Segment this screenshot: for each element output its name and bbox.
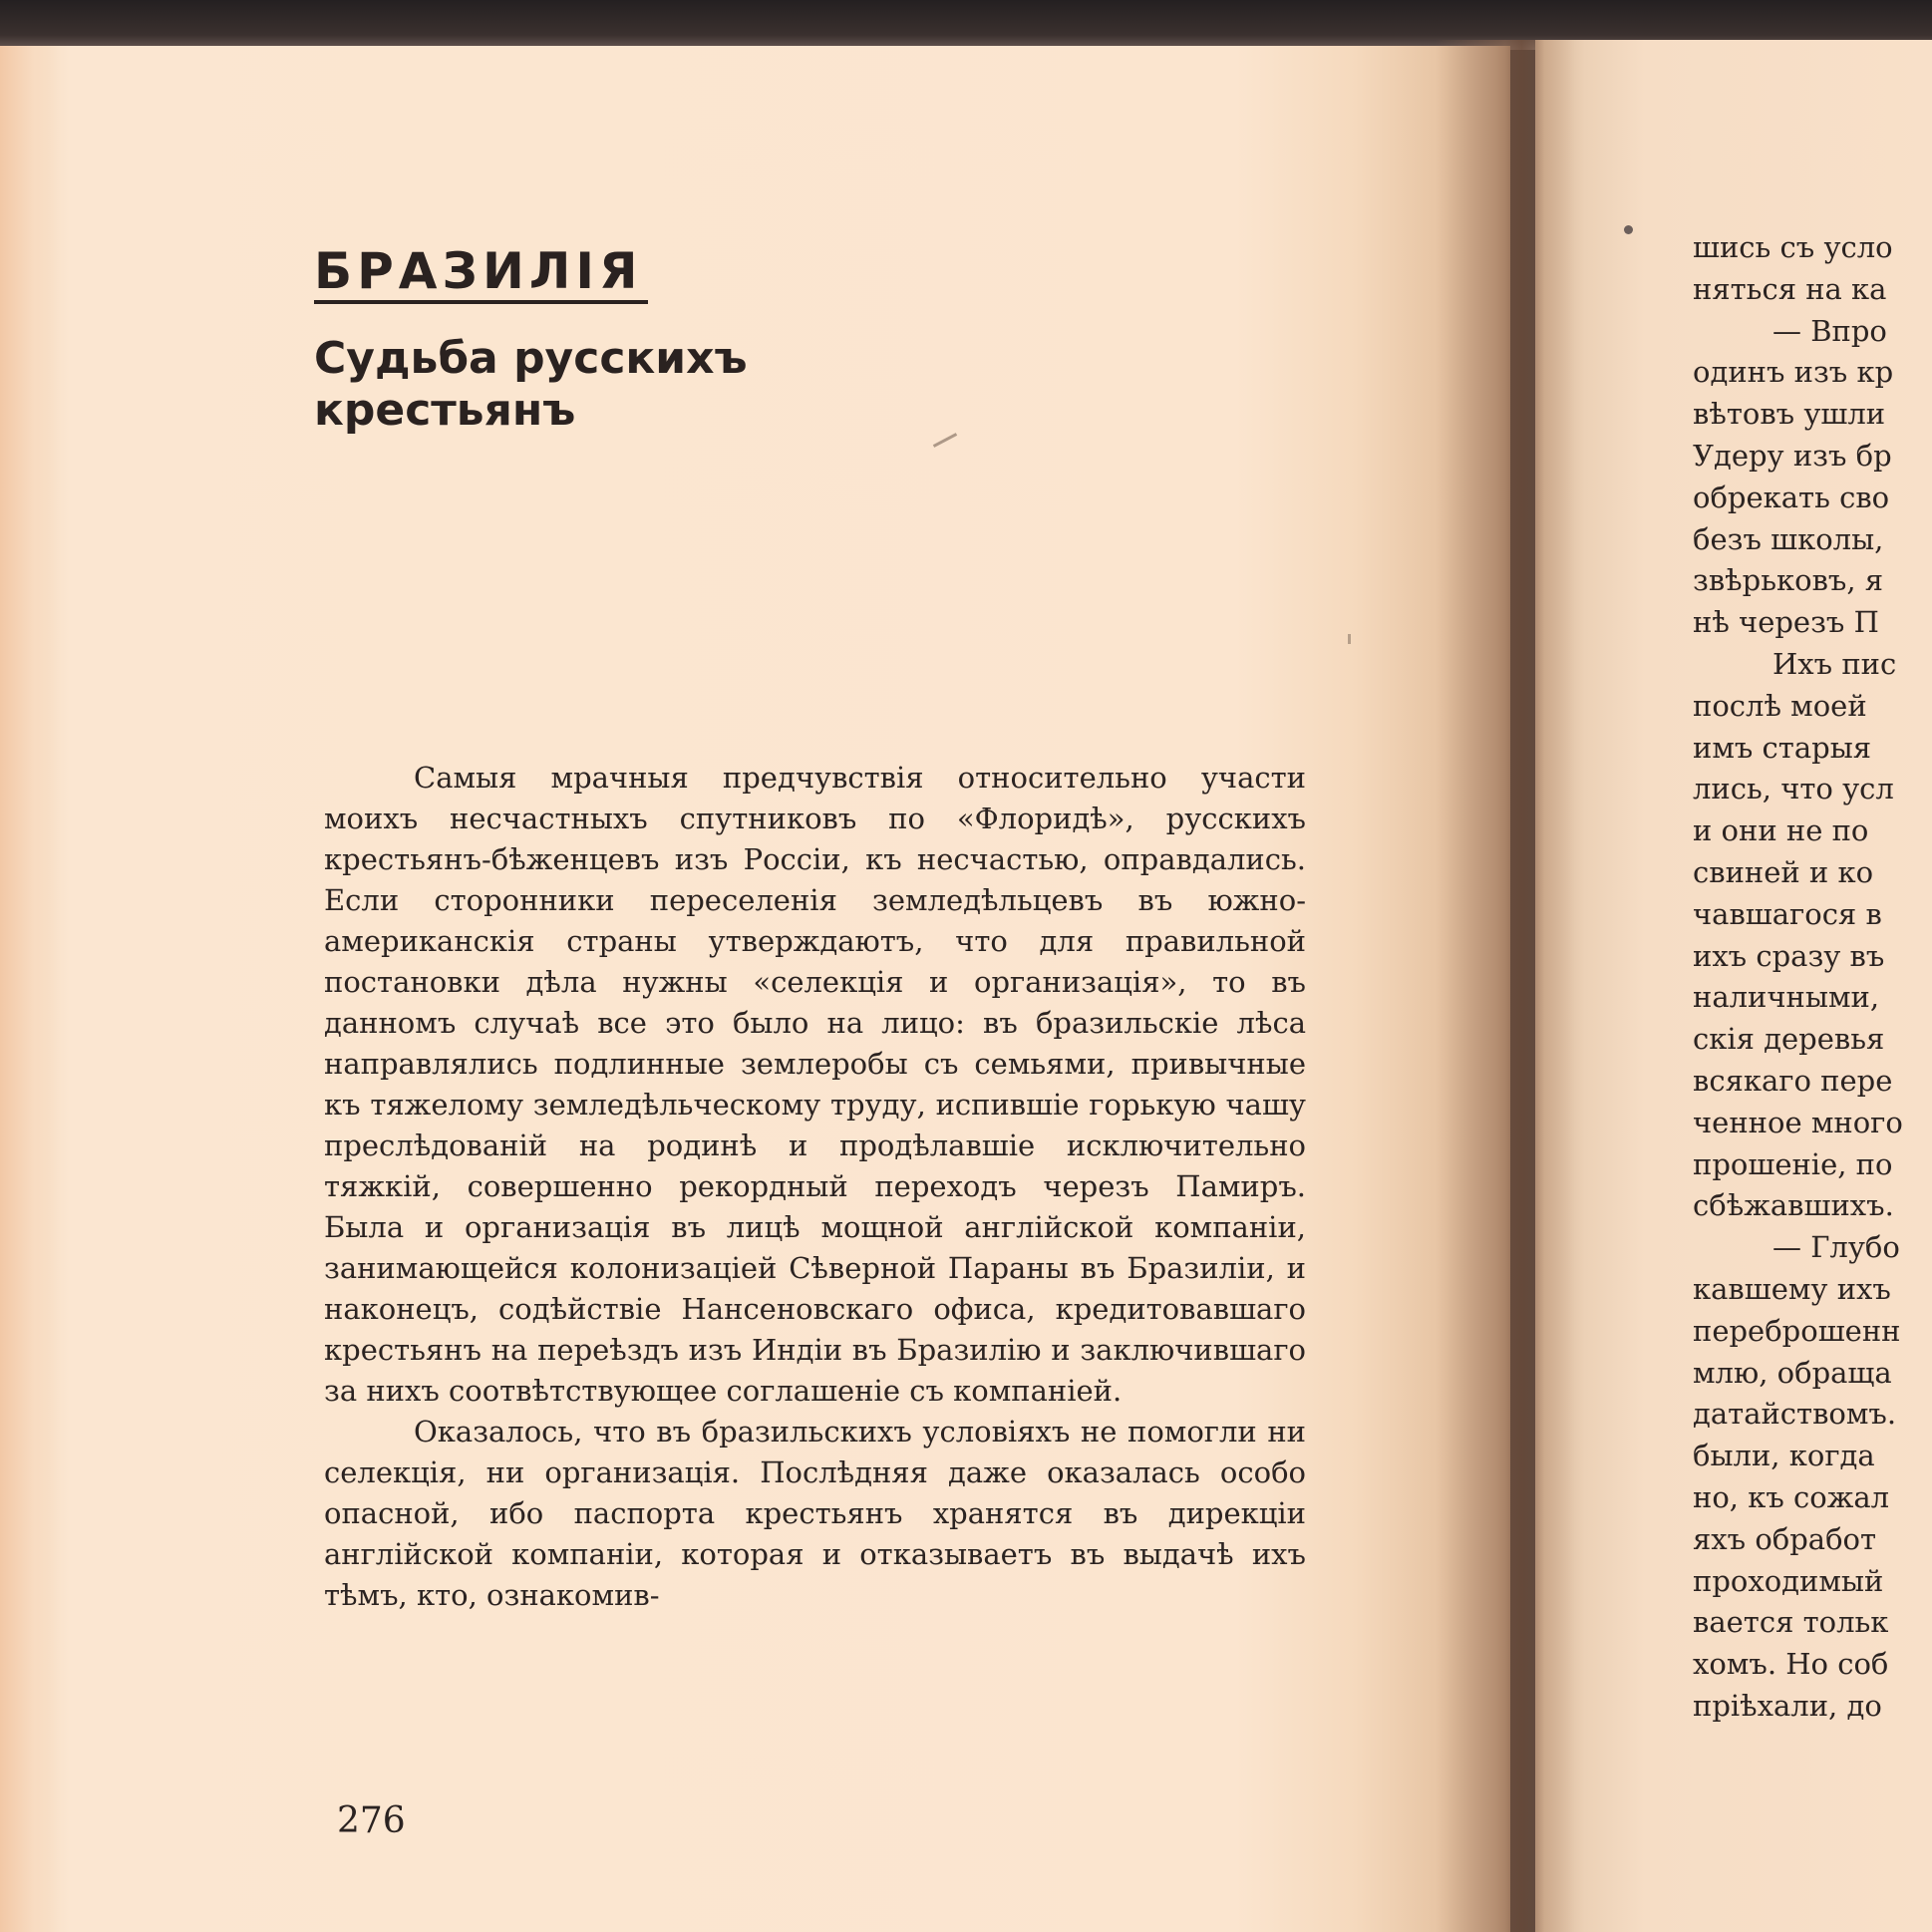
paragraph: Самыя мрачныя предчувствія относительно участи моихъ несчастныхъ спутниковъ по «Флоридѣ», русскихъ крестьянъ-бѣженцевъ изъ Россіи, къ несчастью, оправдались. Если сторонники переселенія земледѣльцевъ въ южно-американскія страны утверждаютъ, что для правильной постановки дѣла нужны «селекція и организація», то въ данномъ случаѣ все это было на лицо: въ бразильскіе лѣса направлялись подлинные землеробы съ семьями, привычные къ тяжелому земледѣльческому труду, испившіе горькую чашу преслѣдованій на родинѣ и продѣлавшіе исключительно тяжкій, совершенно рекордный переходъ черезъ Памиръ. Была и организація въ лицѣ мощной англійской компаніи, занимающейся колонизаціей Сѣверной Параны въ Бразиліи, и наконецъ, содѣйствіе Нансеновскаго офиса, кредитовавшаго крестьянъ на переѣздъ изъ Индіи въ Бразилію и заключившаго за нихъ соотвѣтствующее соглашеніе съ компаніей. xyxy=(324,761,1306,1408)
body-text xyxy=(324,758,1306,1616)
right-page-line: но, къ сожал xyxy=(1693,1479,1890,1514)
right-page-line: ченное много xyxy=(1693,1105,1903,1139)
right-page-line: всякаго пере xyxy=(1693,1063,1893,1098)
right-page-line: — Глубо xyxy=(1772,1230,1900,1265)
right-page-line: датайствомъ. xyxy=(1693,1397,1897,1432)
right-page-line: обрекать сво xyxy=(1693,480,1890,514)
right-page-line: послѣ моей xyxy=(1693,688,1867,723)
right-page-line: яхъ обработ xyxy=(1693,1521,1877,1556)
right-page-line: и они не по xyxy=(1693,813,1869,848)
right-page-line: ихъ сразу въ xyxy=(1693,938,1885,973)
right-page-line: скія деревья xyxy=(1693,1022,1885,1057)
right-page-line: вѣтовъ ушли xyxy=(1693,397,1886,432)
right-page-line: лись, что усл xyxy=(1693,772,1894,806)
right-page-line: кавшему ихъ xyxy=(1693,1271,1891,1306)
right-page-line: Удеру изъ бр xyxy=(1693,438,1892,473)
book-gutter xyxy=(1436,40,1575,1932)
page-number: 276 xyxy=(337,1800,406,1841)
right-page-line: сбѣжавшихъ. xyxy=(1693,1188,1894,1223)
right-page-line: имъ старыя xyxy=(1693,730,1872,765)
right-page-line: одинъ изъ кр xyxy=(1693,355,1894,390)
right-page-line: хомъ. Но соб xyxy=(1693,1647,1889,1682)
chapter-title-underline xyxy=(314,300,648,304)
left-page-edge xyxy=(0,46,58,1932)
right-page-line: безъ школы, xyxy=(1693,521,1884,556)
right-page-line: звѣрьковъ, я xyxy=(1693,563,1884,598)
right-page-line: нѣ черезъ П xyxy=(1693,605,1879,640)
paper-mark xyxy=(1348,634,1351,644)
right-page-line: млю, обраща xyxy=(1693,1355,1892,1390)
right-page-line: — Впро xyxy=(1772,313,1887,348)
right-page-line: пріѣхали, до xyxy=(1693,1688,1882,1723)
chapter-title: БРАЗИЛІЯ xyxy=(314,242,643,300)
right-page-line: переброшенн xyxy=(1693,1313,1901,1348)
right-page-line: чавшагося в xyxy=(1693,896,1882,931)
right-page-line: прошеніе, по xyxy=(1693,1146,1893,1181)
right-page-line: вается тольк xyxy=(1693,1605,1889,1640)
right-page-text xyxy=(1693,227,1932,1728)
right-page-line: няться на ка xyxy=(1693,271,1887,306)
subtitle-line: Судьба русскихъ xyxy=(314,333,748,384)
subtitle-line: крестьянъ xyxy=(314,385,576,436)
right-page-line: Ихъ пис xyxy=(1772,646,1897,681)
right-page-line: шись съ усло xyxy=(1693,230,1893,264)
chapter-subtitle xyxy=(314,333,872,437)
paragraph: Оказалось, что въ бразильскихъ условіяхъ не помогли ни селекція, ни организація. Послѣдняя даже оказалась особо опасной, ибо паспорта крестьянъ хранятся въ дирекціи англійской компаніи, которая и отказываетъ въ выдачѣ ихъ тѣмъ, кто, ознакомив- xyxy=(324,1415,1306,1612)
ink-dot xyxy=(1624,225,1633,234)
right-page-line: были, когда xyxy=(1693,1439,1875,1473)
right-page-line: наличными, xyxy=(1693,980,1880,1015)
right-page-line: свиней и ко xyxy=(1693,854,1874,889)
right-page-line: проходимый xyxy=(1693,1563,1884,1598)
